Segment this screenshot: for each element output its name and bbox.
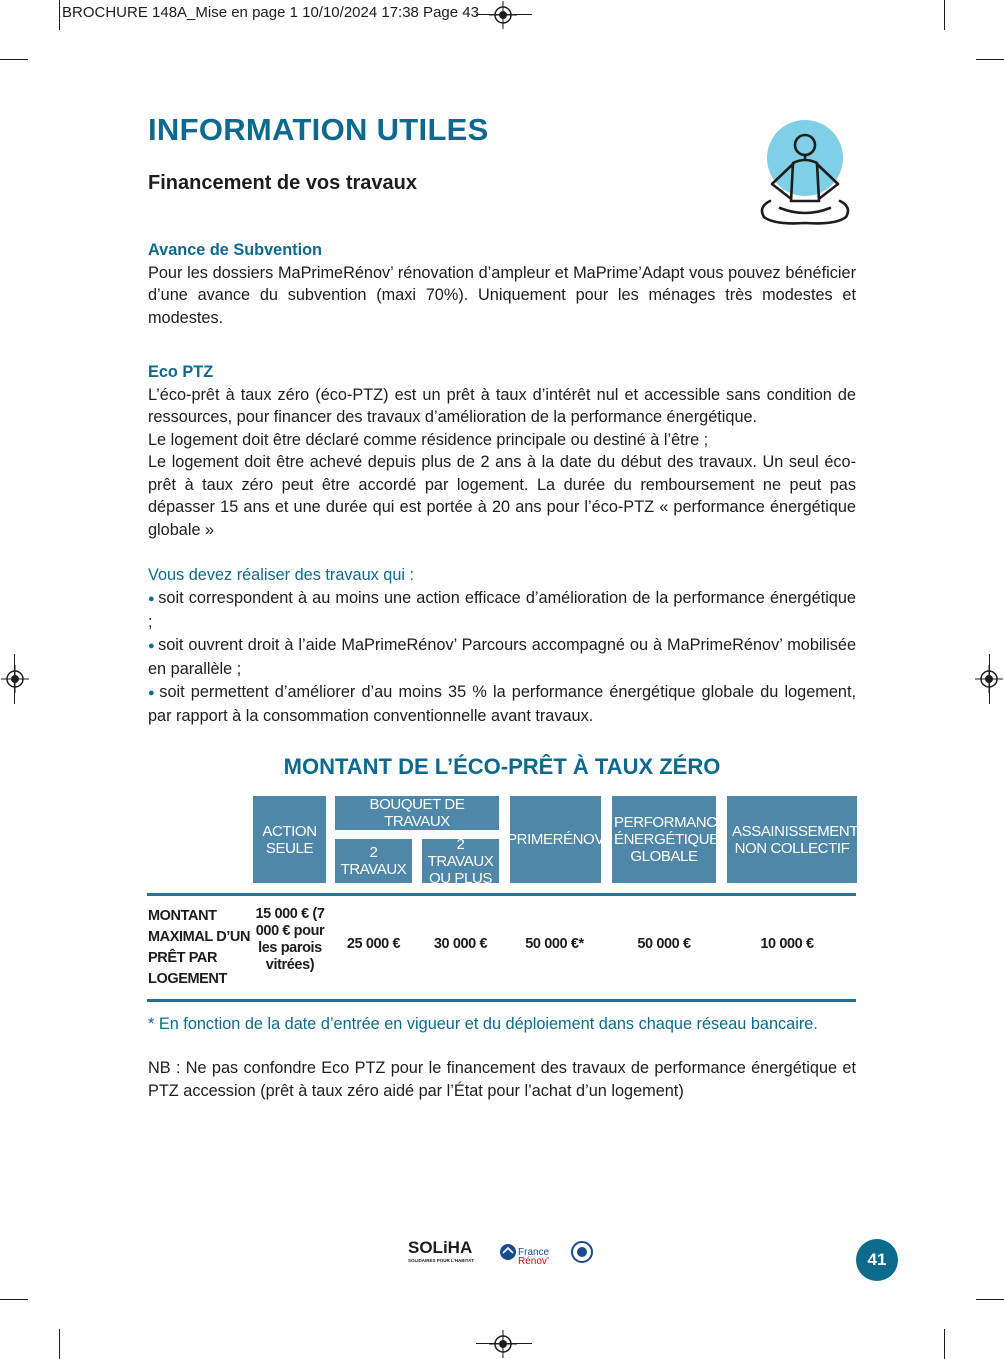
government-seal-icon	[570, 1240, 594, 1264]
ecoptz-paragraph: L’éco-prêt à taux zéro (éco-PTZ) est un prêt à taux d’intérêt nul et accessible sans condition de ressources, pour financer des travaux d’amélioration de la performance énergétique.	[148, 385, 856, 426]
header-primerenov: PRIMERÉNOV	[510, 796, 601, 883]
crop-mark	[944, 0, 945, 30]
value-primerenov: 50 000 €*	[525, 936, 584, 952]
page-number-badge: 41	[856, 1239, 898, 1281]
ecoptz-section	[148, 361, 856, 541]
table-top-rule	[147, 893, 856, 896]
france-renov-label-red: Rénov’	[518, 1256, 550, 1267]
avance-text: Pour les dossiers MaPrimeRénov’ rénovation d’ampleur et MaPrime’Adapt vous pouvez bénéficier d’une avance du subvention (maxi 70%). Uniquement pour les ménages très modestes et modestes.	[148, 263, 856, 327]
soliha-tagline: SOLIDAIRES POUR L’HABITAT	[408, 1258, 474, 1263]
value-assainissement: 10 000 €	[760, 936, 814, 952]
crop-mark	[976, 59, 1004, 60]
header-bouquet-2: 2 TRAVAUX	[335, 839, 412, 883]
avance-section	[148, 239, 856, 329]
print-slug: BROCHURE 148A_Mise en page 1 10/10/2024 17:38 Page 43	[62, 4, 479, 21]
header-bouquet: BOUQUET DE TRAVAUX	[335, 796, 499, 830]
soliha-logo: SOLiHA	[408, 1238, 473, 1257]
header-action-seule: ACTION SEULE	[253, 796, 326, 883]
nb-note: NB : Ne pas confondre Eco PTZ pour le financement des travaux de performance énergétique et PTZ accession (prêt à taux zéro aidé par l’État pour l’achat d’un logement)	[148, 1059, 856, 1100]
ecoptz-paragraph: Le logement doit être déclaré comme résidence principale ou destiné à l’être ;	[148, 430, 709, 449]
value-performance: 50 000 €	[637, 936, 691, 952]
meditation-icon	[752, 118, 858, 232]
crop-mark	[976, 1299, 1004, 1300]
crop-mark	[0, 59, 28, 60]
table-bottom-rule	[147, 999, 856, 1002]
crop-mark	[0, 1299, 28, 1300]
crop-mark	[59, 1329, 60, 1359]
table-row-label: MONTANT MAXIMAL D’UN PRÊT PAR LOGEMENT	[148, 908, 251, 987]
header-performance: PERFORMANCE ÉNERGÉTIQUE GLOBALE	[612, 796, 716, 883]
travaux-bullet: ● soit correspondent à au moins une action efficace d’amélioration de la performance énergétique ;	[148, 587, 856, 634]
ecoptz-paragraph: Le logement doit être achevé depuis plus de 2 ans à la date du début des travaux. Un seul éco-prêt à taux zéro peut être accordé par logement. La durée du remboursement ne peut pas dépasser 15 ans et une durée qui est portée à 20 ans pour l’éco-PTZ « performance énergétique globale »	[148, 453, 856, 539]
table-title: MONTANT DE L’ÉCO-PRÊT À TAUX ZÉRO	[283, 754, 721, 779]
registration-mark-icon	[975, 665, 1003, 693]
header-bouquet-2-plus: 2 TRAVAUX OU PLUS	[422, 839, 499, 883]
france-renov-house-icon	[498, 1242, 518, 1262]
value-action-seule: 15 000 € (7 000 € pour les parois vitrées)	[255, 906, 325, 973]
france-renov-label: France	[518, 1247, 550, 1258]
page-title: INFORMATION UTILES	[148, 112, 489, 147]
value-bouquet-2: 25 000 €	[346, 936, 401, 952]
travaux-bullet: ● soit permettent d’améliorer d’au moins 35 % la performance énergétique globale du logement, par rapport à la consommation conventionnelle avant travaux.	[148, 681, 856, 728]
travaux-bullet: ● soit ouvrent droit à l’aide MaPrimeRénov’ Parcours accompagné ou à MaPrimeRénov’ mobilisée en parallèle ;	[148, 634, 856, 681]
header-assainissement: ASSAINISSEMENT NON COLLECTIF	[727, 796, 857, 883]
travaux-section	[148, 564, 856, 728]
registration-mark-icon	[489, 1, 517, 29]
page-subtitle: Financement de vos travaux	[148, 172, 417, 194]
footnote: * En fonction de la date d’entrée en vigueur et du déploiement dans chaque réseau bancaire.	[148, 1015, 818, 1033]
registration-mark-icon	[1, 665, 29, 693]
travaux-intro: Vous devez réaliser des travaux qui :	[148, 566, 415, 584]
crop-mark	[59, 0, 60, 30]
value-bouquet-2-plus: 30 000 €	[433, 936, 488, 952]
ecoptz-heading: Eco PTZ	[148, 363, 214, 381]
registration-mark-icon	[489, 1330, 517, 1358]
crop-mark	[944, 1329, 945, 1359]
avance-heading: Avance de Subvention	[148, 241, 323, 259]
